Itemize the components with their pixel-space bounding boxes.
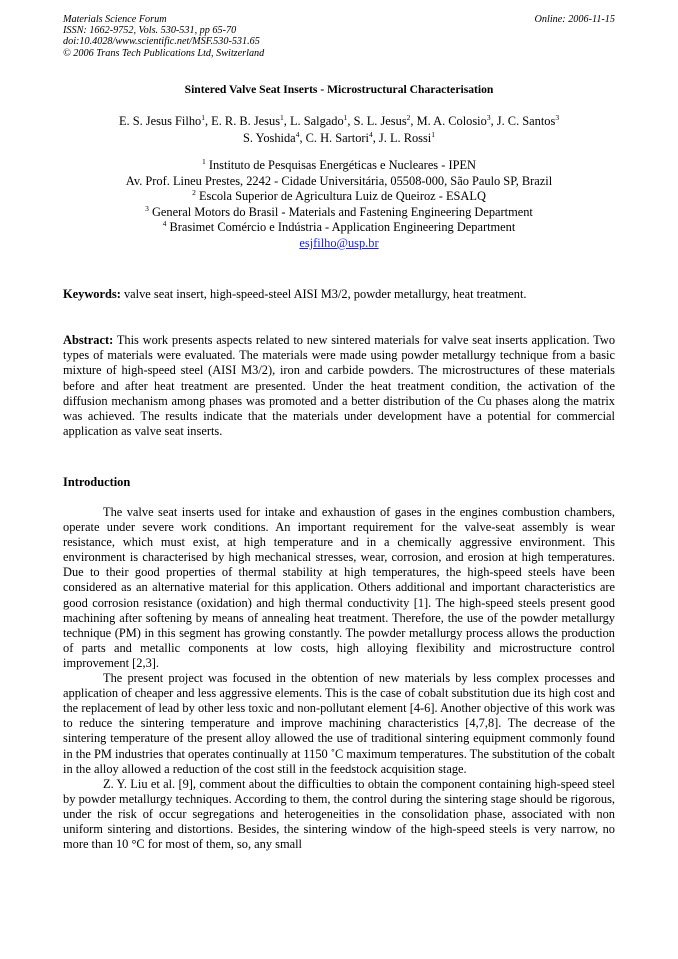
author-name: J. L. Rossi [378,131,432,145]
author-affiliation-mark: 1 [431,129,435,139]
introduction-body [63,505,615,852]
abstract-label: Abstract: [63,333,114,347]
author-name: C. H. Sartori [305,131,369,145]
author-affiliation-mark: 4 [368,129,373,139]
author-affiliation-mark: 1 [201,112,205,122]
paper-title: Sintered Valve Seat Inserts - Microstructural Characterisation [184,83,494,96]
keywords-label: Keywords: [63,287,121,301]
keywords-text: valve seat insert, high-speed-steel AISI M3/2, powder metallurgy, heat treatment. [123,287,527,301]
keywords [63,287,615,302]
author-line-2: S. Yoshida$^4$, C. H. Sartori$^4$, J. L. Rossi$^1$ [243,129,435,145]
author-name: L. Salgado [289,114,344,128]
affiliation-1-address: Av. Prof. Lineu Prestes, 2242 - Cidade Universitária, 05508-000, São Paulo SP, Brazil [125,173,553,188]
author-name: S. L. Jesus [353,114,407,128]
author-line-1: E. S. Jesus Filho$^1$, E. R. B. Jesus$^1$, L. Salgado$^1$, S. L. Jesus$^2$, M. A. Colosio$^3$, J. C. Santos$^3$ [118,112,560,128]
affiliation-3: $^3$ General Motors do Brasil - Materials and Fastening Engineering Department [145,203,533,219]
paragraph: Z. Y. Liu et al. [9], comment about the difficulties to obtain the component containing high-speed steel by powder metallurgy techniques. According to them, the control during the sintering stage should be rigorous, under the risk of occur segregations and heterogeneities in the consolidation phase, associated with non uniform sintering and distortions. Besides, the sintering window of the high-speed steels is very narrow, no more than 10 °C for most of them, so, any small [63,776,615,852]
journal-name: Materials Science Forum [63,14,167,25]
affiliation-1: $^1$ Instituto de Pesquisas Energéticas e Nucleares - IPEN [202,156,476,172]
affiliations [63,158,615,252]
online-date: Online: 2006-11-15 [534,14,615,25]
abstract [63,333,615,439]
author-name: J. C. Santos [496,114,556,128]
paragraph: The present project was focused in the obtention of new materials by less complex processes and application of cheaper and less aggressive elements. This is the case of cobalt substitution due its high cost and the replacement of lead by other less toxic and non-pollutant element [4-6]. Another objective of this work was to reduce the sintering temperature and improve machining characteristics [4,7,8]. The decrease of the sintering temperature of the present alloy allowed the use of traditional sintering equipment commonly found in the PM industries that operates continually at 1150 ˚C maximum temperatures. The substitution of the cobalt in the alloy allowed a reduction of the cost still in the feedstock acquisition stage. [63,671,615,776]
journal-header [63,14,264,59]
author-name: E. R. B. Jesus [211,114,281,128]
author-name: E. S. Jesus Filho [118,114,202,128]
author-affiliation-mark: 2 [406,112,411,122]
author-affiliation-mark: 1 [343,112,348,122]
author-affiliation-mark: 4 [295,129,300,139]
email-link[interactable]: esjfilho@usp.br [299,235,379,250]
paragraph: The valve seat inserts used for intake and exhaustion of gases in the engines combustion chambers, operate under severe work conditions. An important requirement for the valve-seat assembly is wear resistance, which must exist, at high temperature and in a chemically aggressive environment. This environment is characterised by high mechanical stresses, wear, corrosion, and erosion at high temperatures. Due to their good properties of thermal stability at high temperatures, the high-speed steels have been considered as an alternative material for this application. Others additional and important characteristics are good corrosion resistance (oxidation) and high thermal conductivity [1]. The high-speed steels present good machining after softening by means of annealing heat treatment. Therefore, the use of the powder metallurgy technique (PM) in this segment has growing constantly. The powder metallurgy process allows the production of parts and metallic components at low costs, high alloying flexibility and microstructure control improvement [2,3]. [63,505,615,670]
author-affiliation-mark: 3 [486,112,491,122]
section-heading-introduction: Introduction [63,475,131,489]
author-affiliation-mark: 3 [555,112,560,122]
author-name: M. A. Colosio [416,114,487,128]
issn-line: ISSN: 1662-9752, Vols. 530-531, pp 65-70 [63,25,237,37]
author-affiliation-mark: 1 [280,112,284,122]
affiliation-4: $^4$ Brasimet Comércio e Indústria - Application Engineering Department [162,219,516,235]
doi-line: doi:10.4028/www.scientific.net/MSF.530-531.65 [63,36,260,48]
author-list [63,113,615,147]
author-name: S. Yoshida [243,131,296,145]
abstract-text: This work presents aspects related to new sintered materials for valve seat inserts application. Two types of materials were evaluated. The materials were made using powder metallurgy technique from a basic mixture of high-speed steel (AISI M3/2), iron and carbide powders. The microstructures of these materials before and after heat treatment are presented. Under the heat treatment condition, the activation of the diffusion mechanism among phases was promoted and a better distribution of the Cu phases along the matrix was achieved. The results indicate that the materials under development have a potential for commercial application as valve seat inserts. [63,333,616,439]
copyright-line: © 2006 Trans Tech Publications Ltd, Switzerland [63,47,265,59]
affiliation-2: $^2$ Escola Superior de Agricultura Luiz de Queiroz - ESALQ [192,188,486,204]
